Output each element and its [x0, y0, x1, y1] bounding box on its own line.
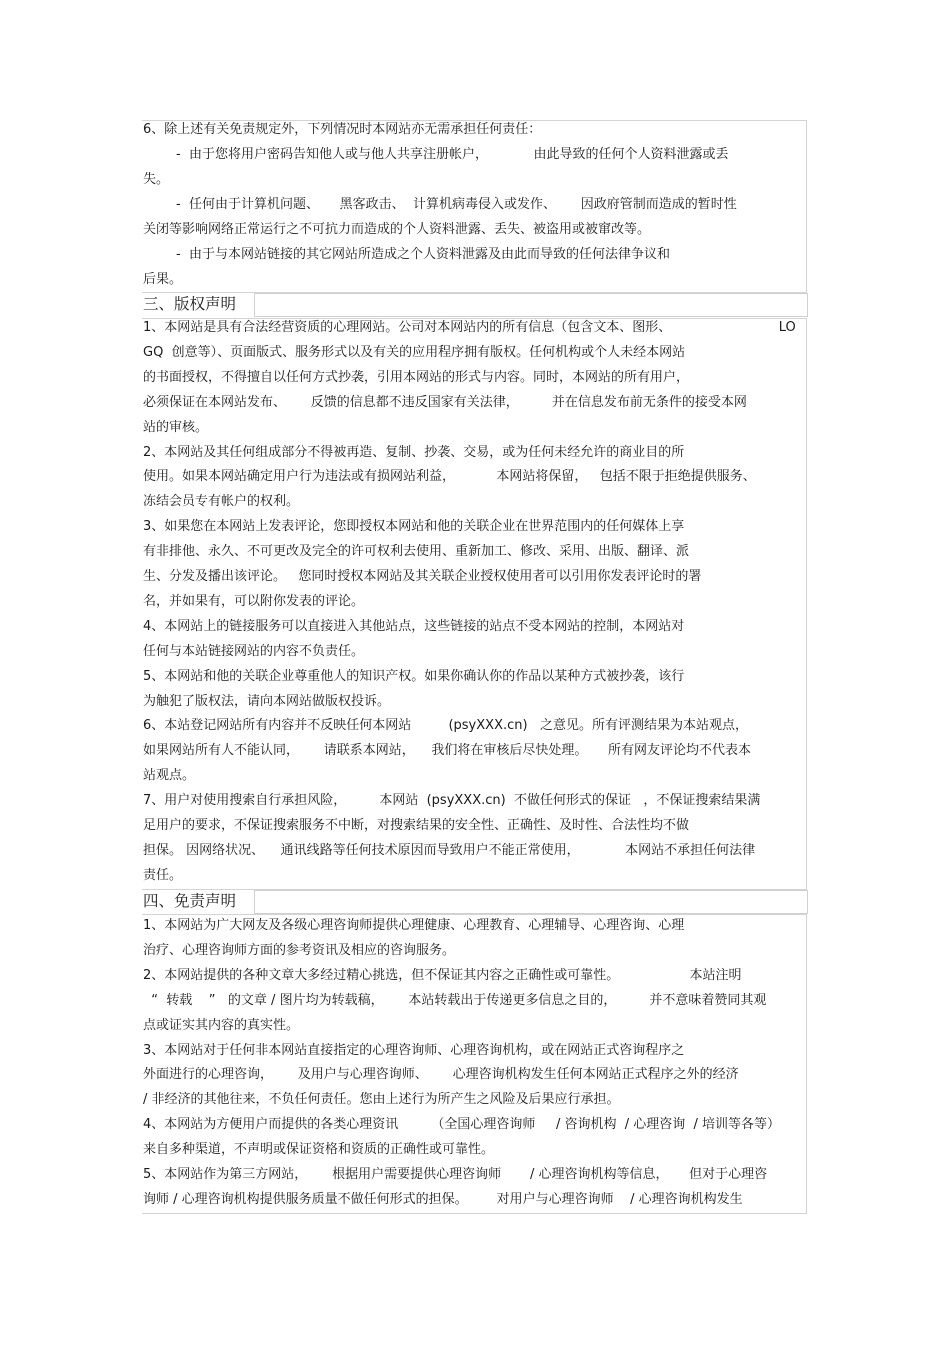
text-line: 如果网站所有人不能认同， 请联系本网站， 我们将在审核后尽快处理。 所有网友评论均不代表本	[143, 743, 751, 759]
text-line: 4、本网站上的链接服务可以直接进入其他站点，这些链接的站点不受本网站的控制，本网站对	[143, 618, 685, 634]
text-line: 4、本网站为方便用户而提供的各类心理资讯 （全国心理咨询师 / 咨询机构 / 心理咨询 / 培训等各等）	[143, 1117, 781, 1133]
text-line: 外面进行的心理咨询， 及用户与心理咨询师、 心理咨询机构发生任何本网站正式程序之外的经济	[143, 1067, 739, 1083]
text-line: 有非排他、永久、不可更改及完全的许可权利去使用、重新加工、修改、采用、出版、翻译、派	[143, 544, 690, 560]
text-line: 担保。 因网络状况、 通讯线路等任何技术原因而导致用户不能正常使用， 本网站不承担任何法律	[143, 842, 756, 858]
text-line: - 任何由于计算机问题、 黑客政击、 计算机病毒侵入或发作、 因政府管制而造成的暂时性	[143, 197, 737, 212]
text-line: 询师 / 心理咨询机构提供服务质量不做任何形式的担保。 对用户与心理咨询师 / 心理咨询机构发生	[143, 1191, 743, 1207]
text-line: 2、本网站及其任何组成部分不得被再造、复制、抄袭、交易，或为任何未经允许的商业目的所	[143, 444, 685, 460]
text-line: - 由于您将用户密码告知他人或与他人共享注册帐户， 由此导致的任何个人资料泄露或丢	[143, 147, 729, 162]
text-line: 足用户的要求，不保证搜索服务不中断，对搜索结果的安全性、正确性、及时性、合法性均不做	[143, 818, 690, 833]
text-line: 冻结会员专有帐户的权利。	[143, 494, 300, 510]
heading-copyright-box	[254, 293, 808, 317]
text-line: 的书面授权，不得擅自以任何方式抄袭，引用本网站的形式与内容。同时，本网站的所有用户，	[143, 369, 690, 385]
text-line: 1、本网站是具有合法经营资质的心理网站。公司对本网站内的所有信息（包含文本、图形、 LO	[143, 320, 796, 335]
text-line: 为触犯了版权法，请向本网站做版权投诉。	[143, 693, 391, 709]
text-line: GQ 创意等）、页面版式、服务形式以及有关的应用程序拥有版权。任何机构或个人未经本网站	[143, 344, 686, 360]
text-line: 生、分发及播出该评论。 您同时授权本网站及其关联企业授权使用者可以引用你发表评论时的署	[143, 569, 702, 584]
text-line: 名，并如果有，可以附你发表的评论。	[143, 593, 365, 609]
text-line: 5、本网站作为第三方网站， 根据用户需要提供心理咨询师 / 心理咨询机构等信息， 但对于心理咨	[143, 1167, 768, 1182]
text-line: 站观点。	[143, 768, 196, 784]
text-line: 1、本网站为广大网友及各级心理咨询师提供心理健康、心理教育、心理辅导、心理咨询、心理	[143, 918, 685, 933]
text-line: 6、除上述有关免责规定外，下列情况时本网站亦无需承担任何责任：	[143, 122, 542, 137]
text-line: 3、如果您在本网站上发表评论，您即授权本网站和他的关联企业在世界范围内的任何媒体上享	[143, 519, 685, 535]
heading-copyright: 三、版权声明	[143, 295, 237, 313]
text-line: 7、用户对使用搜索自行承担风险， 本网站 (psyXXX.cn) 不做任何形式的保证 ，不保证搜索结果满	[143, 793, 761, 809]
text-line: - 由于与本网站链接的其它网站所造成之个人资料泄露及由此而导致的任何法律争议和	[143, 247, 671, 262]
text-line: 关闭等影响网络正常运行之不可抗力而造成的个人资料泄露、丢失、被盗用或被窜改等。	[143, 222, 651, 237]
text-line: 后果。	[143, 272, 183, 287]
text-line: 6、本站登记网站所有内容并不反映任何本网站 (psyXXX.cn) 之意见。所有评测结果为本站观点，	[143, 718, 748, 734]
text-line: 2、本网站提供的各种文章大多经过精心挑选，但不保证其内容之正确性或可靠性。 本站注明	[143, 967, 742, 983]
text-line: 责任。	[143, 867, 183, 883]
text-line: 治疗、心理咨询师方面的参考资讯及相应的咨询服务。	[143, 942, 456, 958]
text-line: “ 转载 ” 的文章 / 图片均为转载稿， 本站转载出于传递更多信息之目的， 并不意味着赞同其观	[143, 992, 767, 1008]
text-line: 必须保证在本网站发布、 反馈的信息都不违反国家有关法律， 并在信息发布前无条件的接受本网	[143, 394, 747, 410]
text-line: 任何与本站链接网站的内容不负责任。	[143, 643, 365, 659]
text-line: 点或证实其内容的真实性。	[143, 1017, 300, 1033]
text-line: 使用。如果本网站确定用户行为违法或有损网站利益， 本网站将保留， 包括不限于拒绝提供服务、	[143, 469, 756, 485]
text-line: 3、本网站对于任何非本网站直接指定的心理咨询师、心理咨询机构，或在网站正式咨询程序之	[143, 1042, 685, 1058]
text-line: 5、本网站和他的关联企业尊重他人的知识产权。如果你确认你的作品以某种方式被抄袭，该行	[143, 668, 685, 684]
text-line: 失。	[143, 172, 170, 187]
heading-disclaimer-box	[254, 890, 808, 914]
heading-disclaimer: 四、免责声明	[143, 892, 237, 910]
text-line: 来自多种渠道，不声明或保证资格和资质的正确性或可靠性。	[143, 1142, 495, 1158]
text-line: 站的审核。	[143, 419, 209, 435]
text-line: / 非经济的其他往来，不负任何责任。您由上述行为所产生之风险及后果应行承担。	[143, 1092, 620, 1108]
